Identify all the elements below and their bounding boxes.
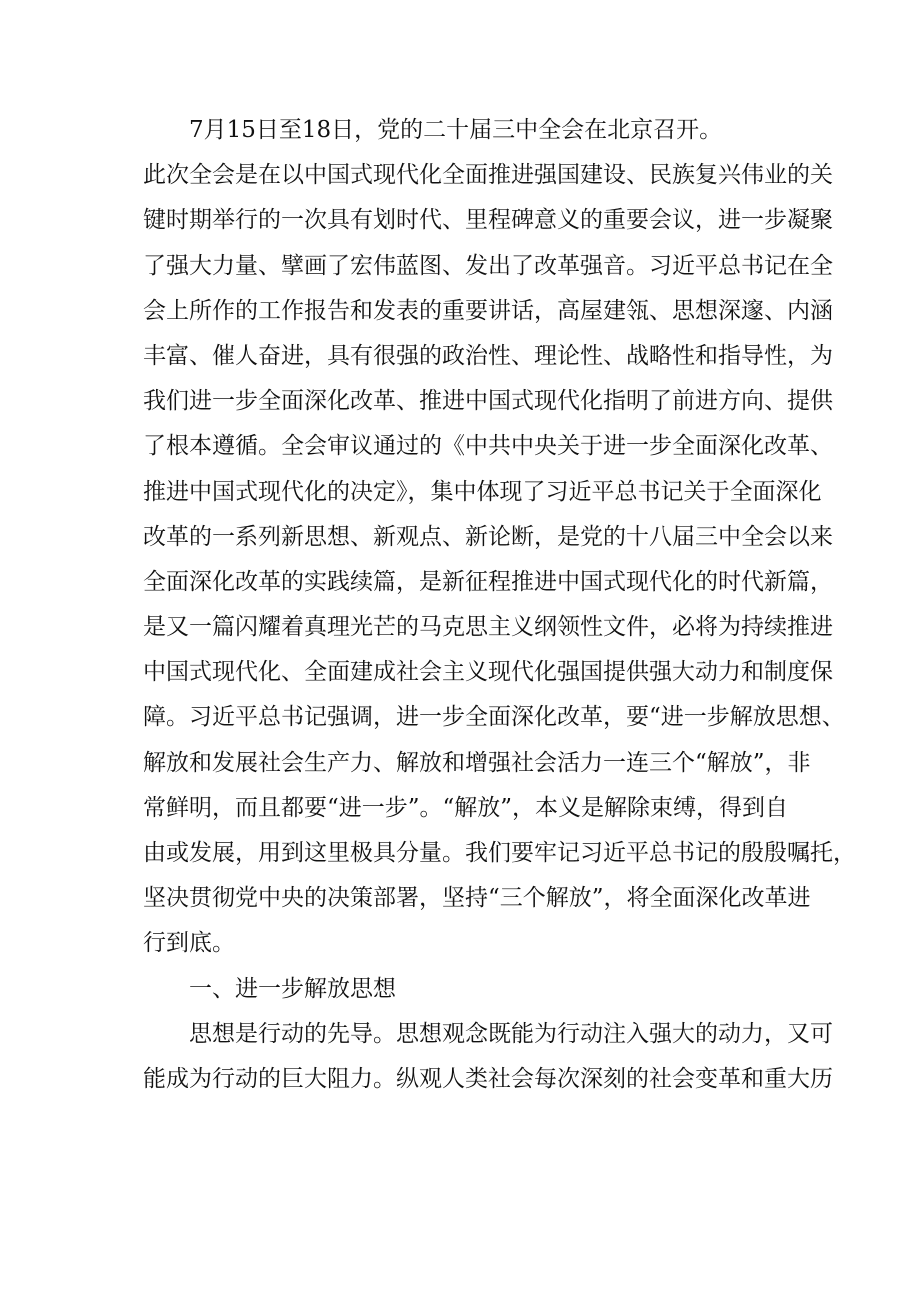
text-line: 7月15日至18日，党的二十届三中全会在北京召开。	[189, 117, 723, 143]
paragraph-section-1	[143, 1012, 833, 1102]
paragraph-intro	[143, 108, 783, 153]
text-line: 全面深化改革的实践续篇，是新征程推进中国式现代化的时代新篇，	[143, 568, 833, 595]
text-line: 思想是行动的先导。思想观念既能为行动注入强大的动力，又可	[189, 1020, 833, 1047]
text-line: 坚决贯彻党中央的决策部署，坚持“三个解放”，将全面深化改革进	[143, 885, 811, 912]
text-line: 了强大力量、擘画了宏伟蓝图、发出了改革强音。习近平总书记在全	[143, 252, 833, 279]
text-line: 常鲜明，而且都要“进一步”。“解放”，本义是解除束缚，得到自	[143, 794, 789, 821]
text-line: 了根本遵循。全会审议通过的《中共中央关于进一步全面深化改革、	[143, 433, 833, 460]
text-line: 改革的一系列新思想、新观点、新论断，是党的十八届三中全会以来	[143, 523, 833, 550]
document-body	[143, 108, 856, 1102]
section-heading	[143, 967, 783, 1012]
text-line: 推进中国式现代化的决定》，集中体现了习近平总书记关于全面深化	[143, 478, 822, 505]
text-line: 键时期举行的一次具有划时代、里程碑意义的重要会议，进一步凝聚	[143, 207, 833, 234]
text-line: 障。习近平总书记强调，进一步全面深化改革，要“进一步解放思想、	[143, 704, 845, 731]
text-line: 丰富、催人奋进，具有很强的政治性、理论性、战略性和指导性，为	[143, 342, 833, 369]
text-line: 解放和发展社会生产力、解放和增强社会活力一连三个“解放”，非	[143, 749, 811, 776]
text-line: 我们进一步全面深化改革、推进中国式现代化指明了前进方向、提供	[143, 388, 833, 415]
text-line: 是又一篇闪耀着真理光芒的马克思主义纲领性文件，必将为持续推进	[143, 614, 833, 641]
heading-text: 一、进一步解放思想	[189, 975, 396, 1002]
paragraph-main	[143, 153, 856, 966]
text-line: 由或发展，用到这里极具分量。我们要牢记习近平总书记的殷殷嘱托，	[143, 840, 856, 866]
text-line: 此次全会是在以中国式现代化全面推进强国建设、民族复兴伟业的关	[143, 162, 833, 189]
text-line: 行到底。	[143, 930, 235, 957]
text-line: 能成为行动的巨大阻力。纵观人类社会每次深刻的社会变革和重大历	[143, 1065, 833, 1092]
text-line: 会上所作的工作报告和发表的重要讲话，高屋建瓴、思想深邃、内涵	[143, 297, 833, 324]
text-line: 中国式现代化、全面建成社会主义现代化强国提供强大动力和制度保	[143, 659, 833, 686]
